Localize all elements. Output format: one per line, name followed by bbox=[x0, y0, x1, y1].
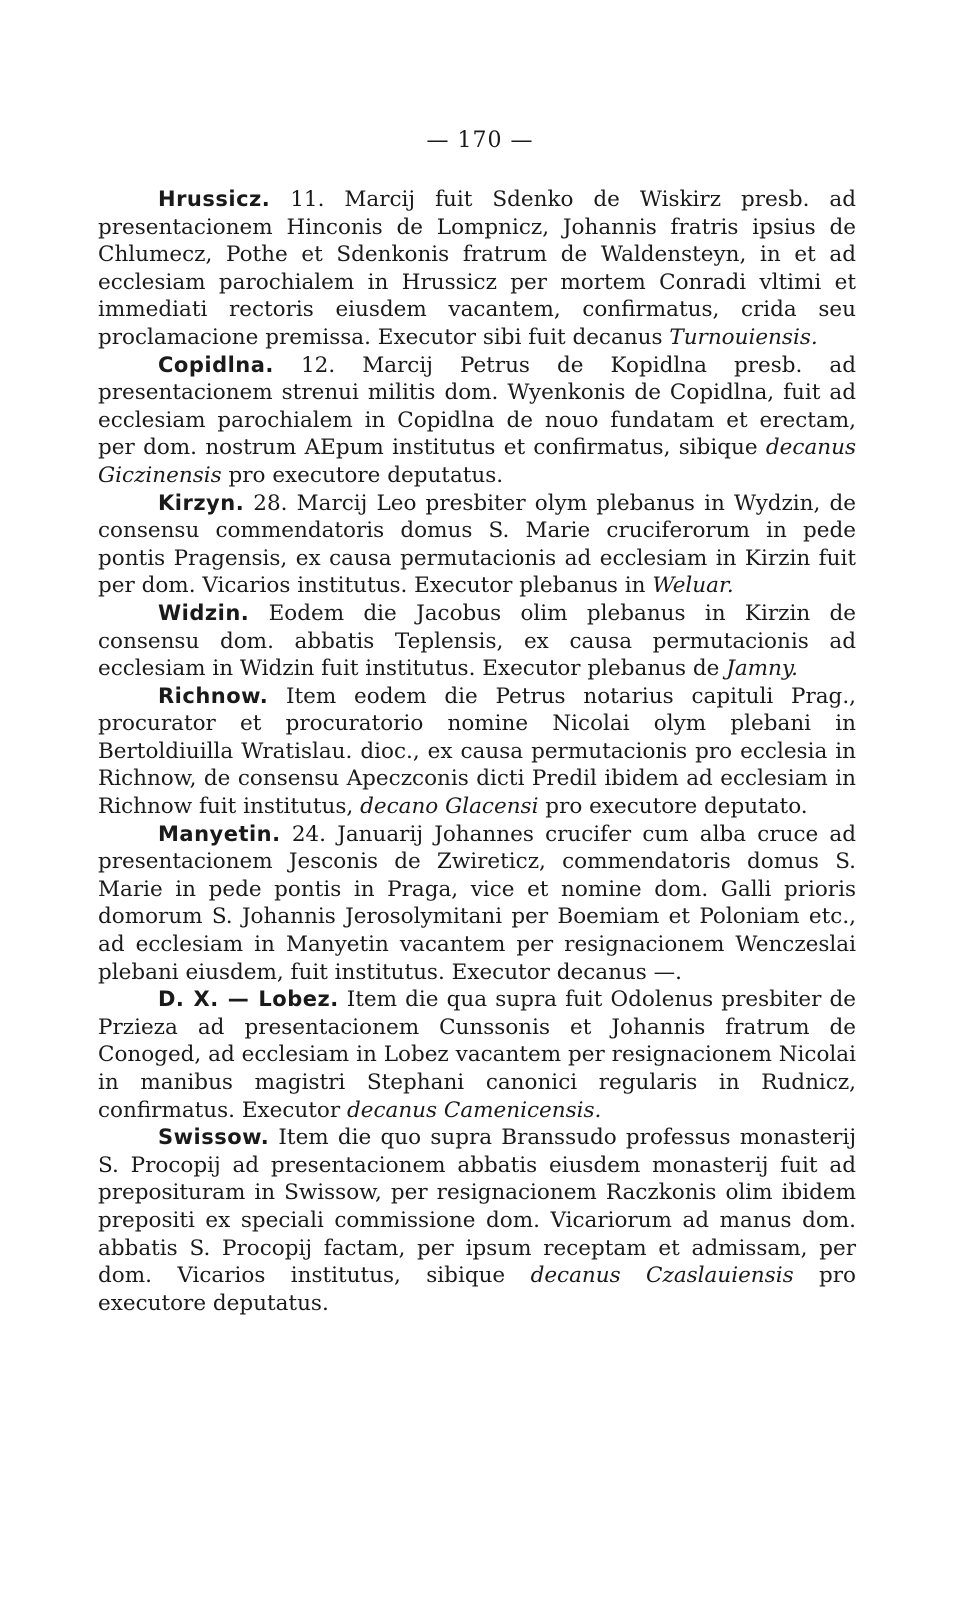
entry-copidlna bbox=[98, 352, 856, 490]
entry-text: 28. Marcij Leo presbiter olym plebanus in Wydzin, de consensu commendatoris domus S. Marie cruciferorum in pede pontis Pragensis, ex causa permutacionis ad ecclesiam in Kirzin fuit per dom. Vicarios institutus. Executor plebanus in bbox=[98, 490, 856, 599]
entry-italic: decanus Giczinensis bbox=[98, 435, 856, 488]
entry-title: Hrussicz. bbox=[158, 187, 271, 211]
entry-title: Copidlna. bbox=[158, 352, 274, 377]
entry-title: Swissow. bbox=[158, 1125, 270, 1150]
entry-text: 12. Marcij Petrus de Kopidlna presb. ad presentacionem strenui militis dom. Wyenkonis de Copidlna, fuit ad ecclesiam parochialem in Copidlna de nouo fundatam et erectam, per dom. nostrum AEpum institutus et confirmatus, sibique bbox=[98, 352, 856, 461]
entry-manyetin bbox=[98, 821, 856, 987]
text-body bbox=[98, 186, 856, 1317]
page-number: — 170 — bbox=[426, 128, 534, 153]
entry-richnow bbox=[98, 683, 856, 821]
entry-italic: decanus Czaslauiensis bbox=[530, 1263, 794, 1289]
entry-swissow bbox=[98, 1124, 856, 1317]
entry-text-end: pro executore deputatus. bbox=[98, 1263, 856, 1316]
entry-title: D. X. — Lobez. bbox=[158, 987, 339, 1012]
entry-italic: decanus Camenicensis. bbox=[346, 1097, 602, 1123]
entry-title: Manyetin. bbox=[158, 821, 281, 846]
entry-text-end: pro executore deputato. bbox=[538, 794, 808, 820]
entry-text: 24. Januarij Johannes crucifer cum alba cruce ad presentacionem Jesconis de Zwireticz, commendatoris domus S. Marie in pede pontis in Praga, vice et nomine dom. Galli prioris domorum S. Johannis Jerosolymitani per Boemiam et Poloniam etc., ad ecclesiam in Manyetin vacantem per resignacionem Wenczeslai plebani eiusdem, fuit institutus. Executor decanus —. bbox=[98, 821, 856, 985]
entry-text: Item die qua supra fuit Odolenus presbiter de Przieza ad presentacionem Cunssonis et Johannis fratrum de Conoged, ad ecclesiam in Lobez vacantem per resignacionem Nicolai in manibus magistri Stephani canonici regularis in Rudnicz, confirmatus. Executor bbox=[98, 987, 856, 1123]
entry-italic: Jamny. bbox=[726, 656, 799, 682]
entry-kirzyn bbox=[98, 490, 856, 600]
entry-italic: decano Glacensi bbox=[360, 794, 539, 820]
entry-title: Richnow. bbox=[158, 683, 269, 708]
entry-title: Widzin. bbox=[158, 600, 250, 625]
entry-text: Eodem die Jacobus olim plebanus in Kirzin de consensu dom. abbatis Teplensis, ex causa permutacionis ad ecclesiam in Widzin fuit institutus. Executor plebanus de bbox=[98, 600, 856, 682]
entry-text: Item die quo supra Branssudo professus monasterij S. Procopij ad presentacionem abbatis eiusdem monasterij fuit ad preposituram in Swissow, per resignacionem Raczkonis olim ibidem prepositi ex speciali commissione dom. Vicariorum ad manus dom. abbatis S. Procopij factam, per ipsum receptam et admissam, per dom. Vicarios institutus, sibique bbox=[98, 1125, 856, 1289]
entry-text: 11. Marcij fuit Sdenko de Wiskirz presb. ad presentacionem Hinconis de Lompnicz, Johannis fratris ipsius de Chlumecz, Pothe et Sdenkonis fratrum de Waldensteyn, in et ad ecclesiam parochialem in Hrussicz per mortem Conradi vltimi et immediati rectoris eiusdem vacantem, confirmatus, crida seu proclamacione premissa. Executor sibi fuit decanus bbox=[98, 187, 856, 350]
entry-italic: Weluar. bbox=[652, 573, 734, 599]
entry-lobez bbox=[98, 986, 856, 1124]
entry-text-end: pro executore deputatus. bbox=[221, 462, 504, 488]
entry-text: Item eodem die Petrus notarius capituli Prag., procurator et procuratorio nomine Nicolai olym plebani in Bertoldiuilla Wratislau. dioc., ex causa permutacionis pro ecclesia in Richnow, de consensu Apeczconis dicti Predil ibidem ad ecclesiam in Richnow fuit institutus, bbox=[98, 683, 856, 820]
entry-widzin bbox=[98, 600, 856, 683]
entry-hrussicz bbox=[98, 186, 856, 352]
entry-title: Kirzyn. bbox=[158, 490, 245, 515]
entry-italic: Turnouiensis. bbox=[669, 324, 818, 350]
